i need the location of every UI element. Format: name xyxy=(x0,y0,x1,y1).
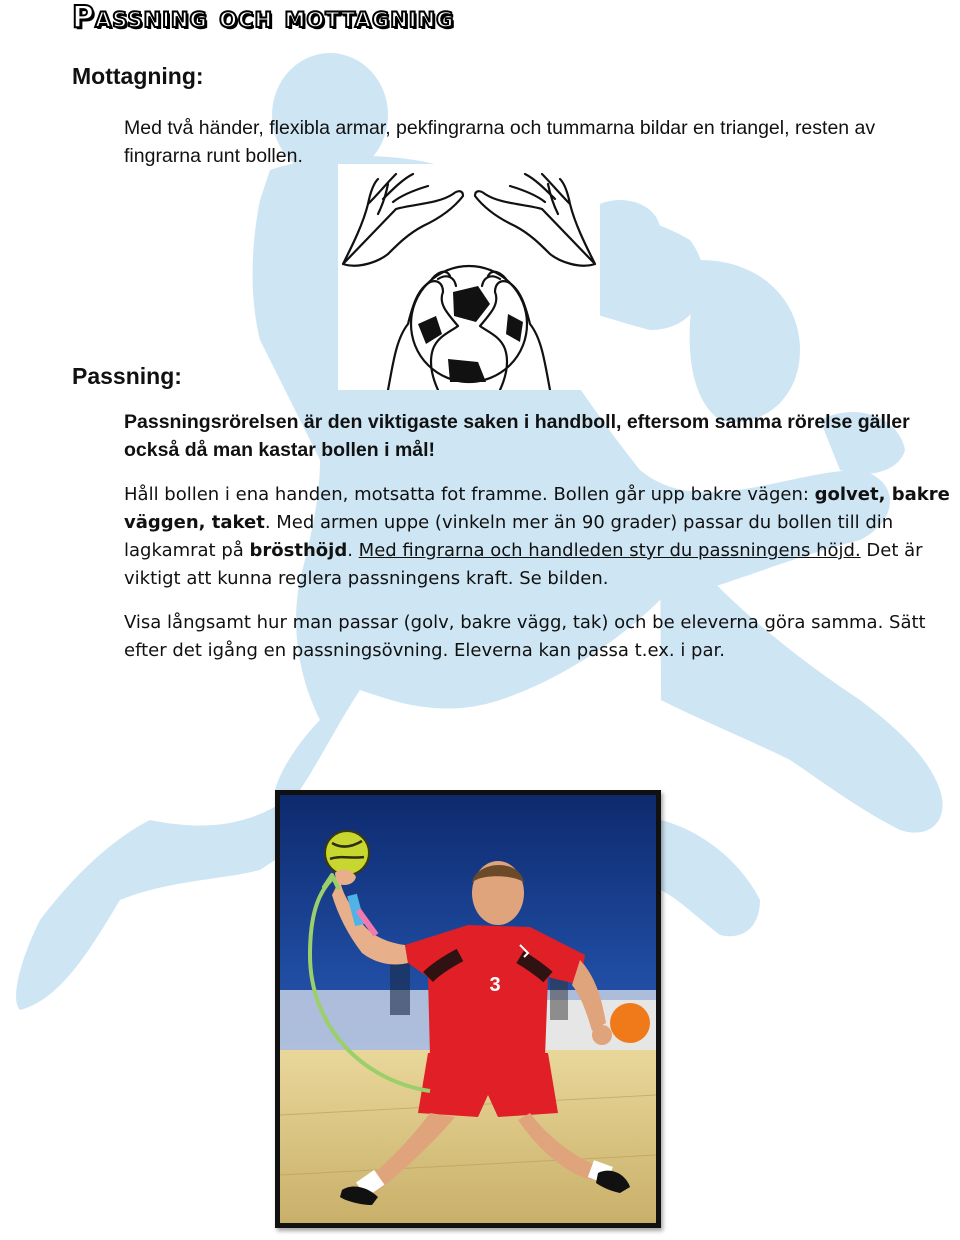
underlined-finger-control: Med fingrarna och handleden styr du passningens höjd. xyxy=(358,540,861,561)
mottagning-text: Med två händer, flexibla armar, pekfingrarna och tummarna bildar en triangel, resten av fingrarna runt bollen. xyxy=(124,117,876,167)
passning-demo-text: Visa långsamt hur man passar (golv, bakre vägg, tak) och be eleverna göra samma. Sätt efter det igång en passningsövning. Eleverna kan passa t.ex. i par. xyxy=(124,612,926,661)
text-span: . Med armen uppe (vinkeln mer än 90 grader) passar du bollen till din lagkamrat på xyxy=(124,512,894,561)
section-heading-mottagning: Mottagning: xyxy=(72,63,204,89)
handball-player-photo xyxy=(275,790,661,1228)
bold-chest-height: brösthöjd xyxy=(249,540,348,561)
text-span: Det är viktigt att kunna reglera passningens kraft. Se bilden. xyxy=(124,540,923,589)
text-span: Håll bollen i ena handen, motsatta fot framme. Bollen går upp bakre vägen: xyxy=(124,484,815,505)
passning-intro: Passningsrörelsen är den viktigaste saken i handboll, eftersom samma rörelse gäller också då man kastar bollen i mål! xyxy=(124,411,910,461)
bold-directions: golvet, bakre väggen, taket xyxy=(124,484,950,533)
page-title: Passning och mottagning xyxy=(72,0,455,35)
jersey-number: 3 xyxy=(489,974,501,996)
text-span: . xyxy=(347,540,359,561)
passning-instructions xyxy=(124,481,954,593)
section-heading-passning: Passning: xyxy=(72,363,182,389)
hands-triangle-grip-illustration xyxy=(338,164,600,390)
